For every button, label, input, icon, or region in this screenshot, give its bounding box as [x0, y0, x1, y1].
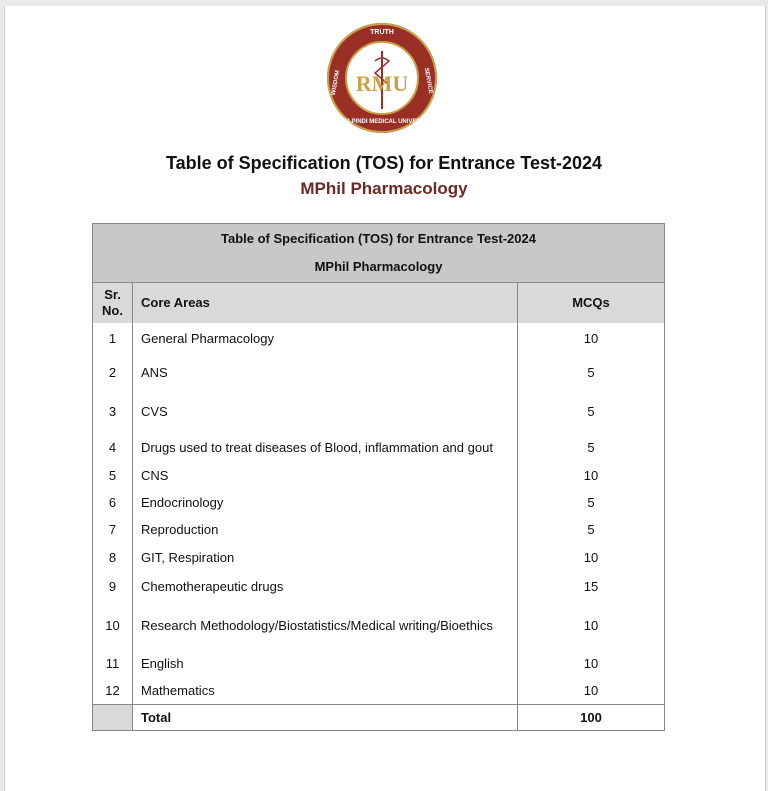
- row-mcqs: 5: [587, 404, 595, 419]
- row-mcqs: 5: [587, 522, 595, 537]
- table-row: [93, 573, 665, 601]
- row-sr-no: 5: [93, 463, 133, 489]
- logo-ring-text: RAWALPINDI MEDICAL UNIVERSITY: [329, 119, 435, 125]
- row-mcqs: 10: [583, 550, 599, 565]
- row-mcqs: 15: [583, 579, 599, 594]
- logo-motto-top: TRUTH: [370, 29, 394, 36]
- table-row: [93, 433, 665, 463]
- row-sr-no: 12: [93, 677, 133, 705]
- row-core-area: English: [133, 651, 518, 677]
- header-sr-no: Sr. No.: [93, 283, 133, 323]
- table-row: [93, 677, 665, 705]
- row-sr-no: 1: [93, 323, 133, 355]
- row-sr-no: 6: [93, 489, 133, 517]
- row-core-area: Drugs used to treat diseases of Blood, inflammation and gout: [133, 433, 518, 463]
- page-subtitle: MPhil Pharmacology: [300, 179, 468, 198]
- row-mcqs: 10: [583, 618, 599, 633]
- logo-initials: RMU: [355, 71, 409, 96]
- row-core-area: Endocrinology: [133, 489, 518, 517]
- table-band-title: Table of Specification (TOS) for Entrance Test-2024: [221, 231, 536, 246]
- row-sr-no: 2: [93, 355, 133, 391]
- row-mcqs: 10: [583, 468, 599, 483]
- table-row: [93, 323, 665, 355]
- table-row: [93, 651, 665, 677]
- table-row: [93, 391, 665, 433]
- table-row: [93, 601, 665, 651]
- row-mcqs: 5: [587, 495, 595, 510]
- row-core-area: ANS: [133, 355, 518, 391]
- table-total-row: [93, 705, 665, 731]
- table-row: [93, 355, 665, 391]
- logo-motto-left: WISDOM: [330, 69, 342, 96]
- table-row: [93, 489, 665, 517]
- row-sr-no: 9: [93, 573, 133, 601]
- total-mcqs: 100: [518, 705, 665, 731]
- row-core-area: CVS: [133, 391, 518, 433]
- table-row: [93, 543, 665, 573]
- table-band-subtitle: MPhil Pharmacology: [314, 259, 443, 274]
- row-core-area: Research Methodology/Biostatistics/Medical writing/Bioethics: [133, 601, 518, 651]
- rmu-logo: [325, 21, 439, 135]
- row-sr-no: 8: [93, 543, 133, 573]
- total-label: Total: [133, 705, 518, 731]
- row-sr-no: 3: [93, 391, 133, 433]
- table-row: [93, 517, 665, 543]
- header-mcqs: MCQs: [572, 295, 610, 311]
- table-row: [93, 463, 665, 489]
- table-header-row: [93, 283, 665, 323]
- row-mcqs: 10: [583, 331, 599, 346]
- tos-table: [92, 223, 665, 731]
- row-core-area: Chemotherapeutic drugs: [133, 573, 518, 601]
- row-sr-no: 7: [93, 517, 133, 543]
- row-sr-no: 11: [93, 651, 133, 677]
- row-sr-no: 4: [93, 433, 133, 463]
- header-core-areas: Core Areas: [133, 283, 518, 323]
- logo-motto-right: SERVICE: [422, 67, 434, 95]
- table-band: [93, 224, 665, 283]
- row-mcqs: 5: [587, 440, 595, 455]
- row-sr-no: 10: [93, 601, 133, 651]
- page-title: Table of Specification (TOS) for Entrance Test-2024: [165, 153, 603, 173]
- row-core-area: General Pharmacology: [133, 323, 518, 355]
- row-mcqs: 10: [583, 682, 599, 698]
- row-core-area: GIT, Respiration: [133, 543, 518, 573]
- row-core-area: Mathematics: [133, 677, 518, 705]
- row-mcqs: 10: [583, 656, 599, 671]
- total-sr-cell: [93, 705, 133, 731]
- row-core-area: Reproduction: [133, 517, 518, 543]
- row-mcqs: 5: [587, 365, 595, 380]
- row-core-area: CNS: [133, 463, 518, 489]
